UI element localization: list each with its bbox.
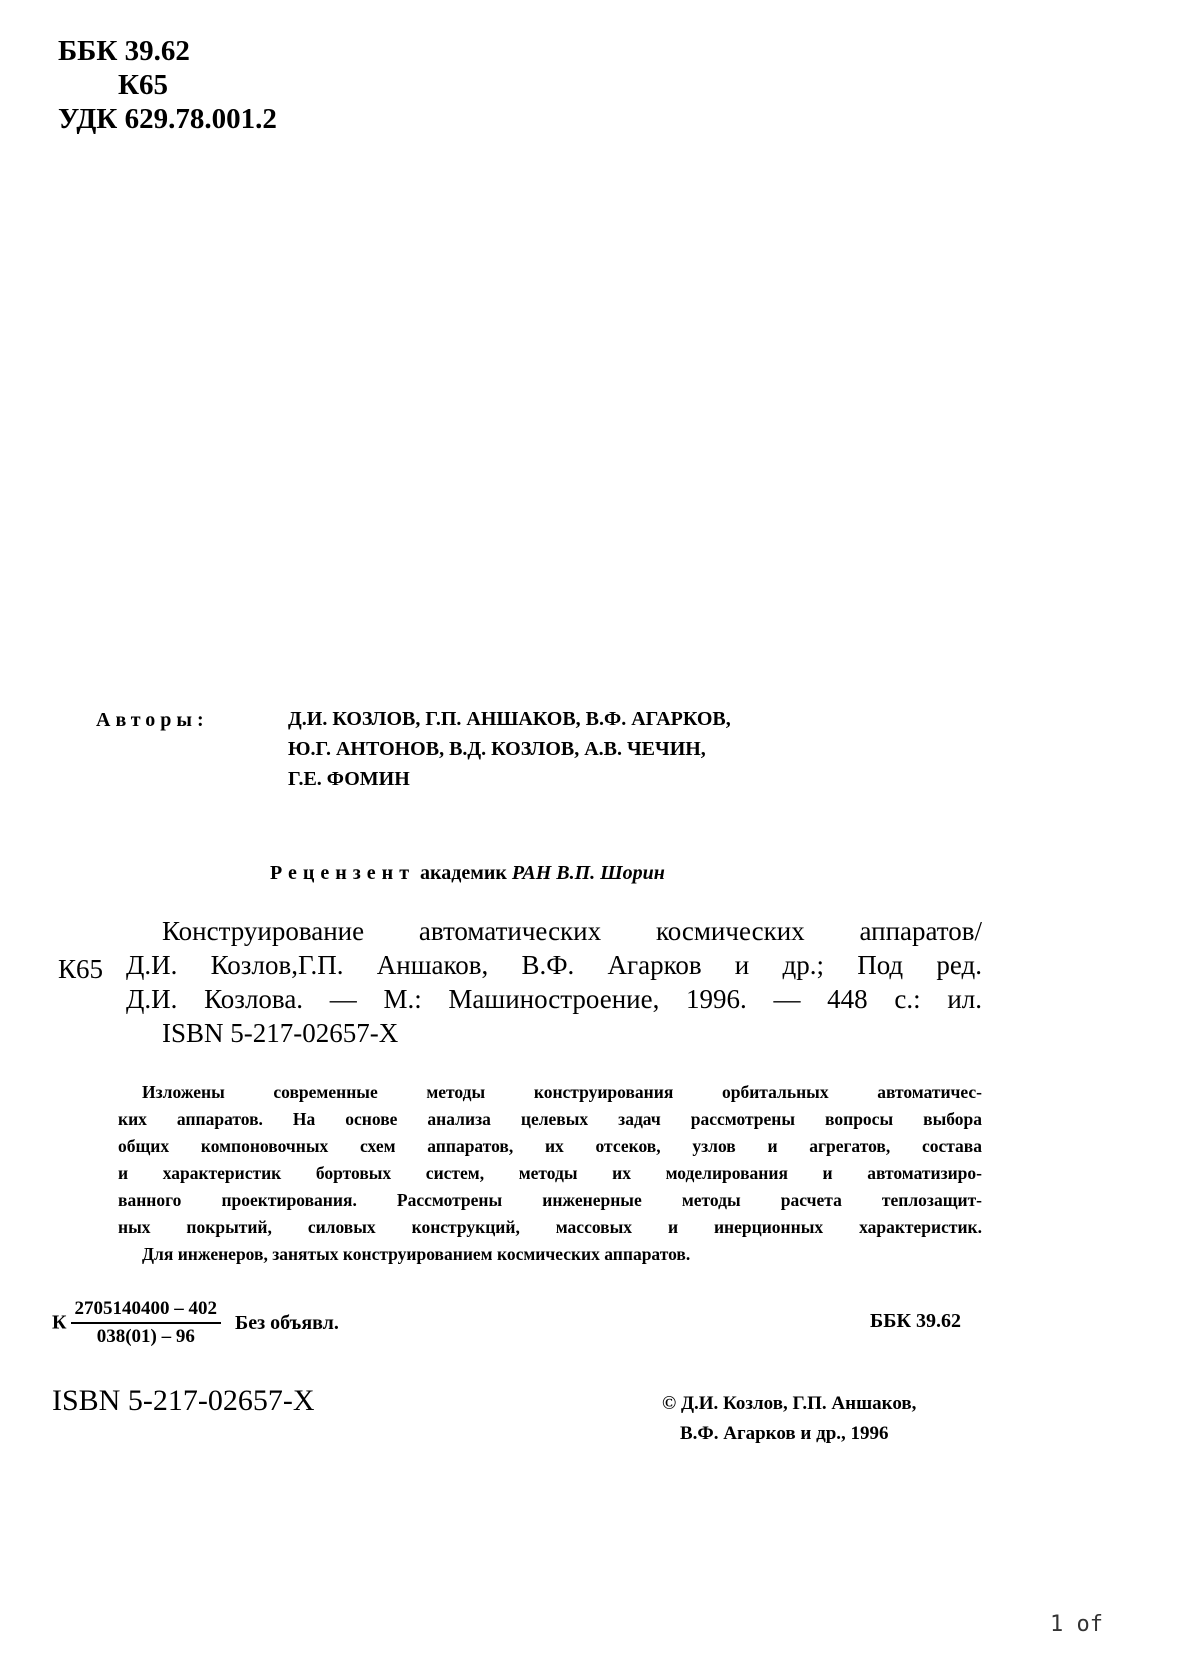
index-fraction <box>71 1298 222 1348</box>
annotation <box>118 1079 982 1268</box>
annotation-line: ванного проектирования. Рассмотрены инженерные методы расчета теплозащит- <box>118 1190 982 1210</box>
authors-line: Ю.Г. АНТОНОВ, В.Д. КОЗЛОВ, А.В. ЧЕЧИН, <box>288 738 706 760</box>
copyright-line: В.Ф. Агарков и др., 1996 <box>680 1423 889 1444</box>
annotation-line: и характеристик бортовых систем, методы их моделирования и автоматизиро- <box>118 1163 982 1183</box>
index-letter: К <box>52 1311 67 1334</box>
isbn: ISBN 5-217-02657-X <box>52 1384 315 1417</box>
copyright <box>662 1389 916 1449</box>
annotation-line: Изложены современные методы конструирования орбитальных автоматичес- <box>142 1082 982 1102</box>
annotation-line: ных покрытий, силовых конструкций, массовых и инерционных характеристик. <box>118 1217 982 1237</box>
bib-line: Д.И. Козлова. — М.: Машиностроение, 1996. — 448 с.: ил. <box>126 984 982 1014</box>
bib-line: Д.И. Козлов,Г.П. Аншаков, В.Ф. Агарков и др.; Под ред. <box>126 950 982 980</box>
annotation-line: Для инженеров, занятых конструированием космических аппаратов. <box>142 1244 691 1264</box>
bib-author-mark: К65 <box>58 954 104 984</box>
copyright-line: © Д.И. Козлов, Г.П. Аншаков, <box>662 1393 917 1414</box>
reviewer-name: РАН В.П. Шорин <box>511 862 665 884</box>
index-bbk: ББК 39.62 <box>870 1310 961 1332</box>
reviewer-title: академик <box>420 862 507 884</box>
bib-author-mark-wrap <box>58 952 103 986</box>
reviewer <box>270 862 665 885</box>
bbk-code: ББК 39.62 <box>58 35 190 67</box>
reviewer-label: Рецензент <box>270 862 416 884</box>
page-indicator: 1 of <box>1050 1612 1103 1637</box>
annotation-line: общих компоновочных схем аппаратов, их отсеков, узлов и агрегатов, состава <box>118 1136 982 1156</box>
index-formula <box>52 1298 339 1348</box>
authors-line: Г.Е. ФОМИН <box>288 768 410 790</box>
bibliographic-entry <box>126 914 982 1050</box>
udk-code: УДК 629.78.001.2 <box>58 103 277 135</box>
index-note: Без объявл. <box>235 1311 339 1334</box>
authors-list <box>288 704 731 794</box>
bib-isbn-line: ISBN 5-217-02657-X <box>162 1018 399 1048</box>
index-numerator: 2705140400 – 402 <box>71 1298 222 1324</box>
annotation-line: ких аппаратов. На основе анализа целевых задач рассмотрены вопросы выбора <box>118 1109 982 1129</box>
index-denominator: 038(01) – 96 <box>96 1326 195 1347</box>
authors-line: Д.И. КОЗЛОВ, Г.П. АНШАКОВ, В.Ф. АГАРКОВ, <box>288 708 731 730</box>
authors-label: Авторы: <box>96 709 209 731</box>
author-mark: К65 <box>118 69 169 101</box>
bib-title-line: Конструирование автоматических космических аппаратов/ <box>162 916 982 946</box>
